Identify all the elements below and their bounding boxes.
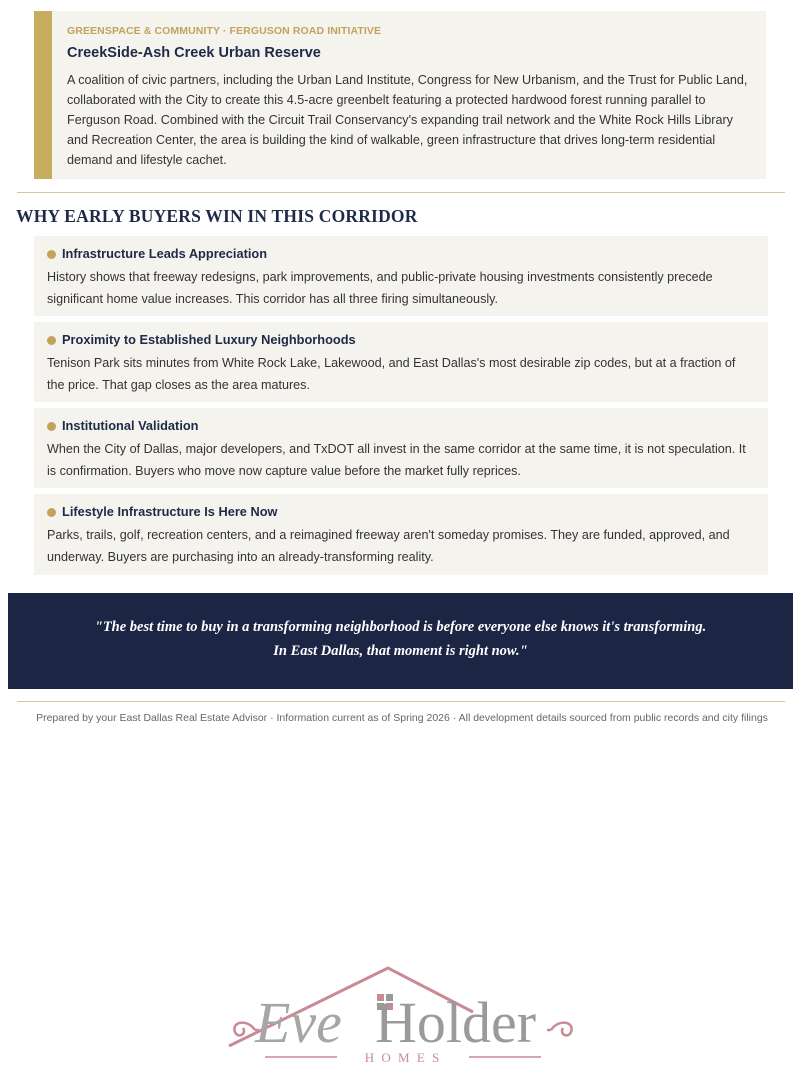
feature-card — [34, 11, 766, 179]
reason-title-row — [47, 504, 754, 520]
feature-kicker: GREENSPACE & COMMUNITY · FERGUSON ROAD INITIATIVE — [67, 25, 382, 37]
section-heading: WHY EARLY BUYERS WIN IN THIS CORRIDOR — [16, 206, 418, 226]
reason-title: Infrastructure Leads Appreciation — [62, 246, 268, 261]
reason-title: Institutional Validation — [62, 418, 199, 433]
reason-body: History shows that freeway redesigns, park improvements, and public-private housing investments consistently precede significant home value increases. This corridor has all three firing simultaneously. — [47, 270, 713, 306]
reason-body: Tenison Park sits minutes from White Rock Lake, Lakewood, and East Dallas's most desirable zip codes, but at a fraction of the price. That gap closes as the area matures. — [47, 356, 736, 392]
divider — [17, 701, 785, 702]
reason-card — [34, 494, 768, 575]
eveholder-homes-logo — [225, 962, 580, 1068]
divider — [17, 192, 785, 193]
right-swirl-icon — [547, 1023, 572, 1036]
reason-body: Parks, trails, golf, recreation centers, and a reimagined freeway aren't someday promises. They are funded, approved, and underway. Buyers are purchasing into an already-transforming reality. — [47, 528, 730, 564]
reason-title-row — [47, 418, 754, 434]
pull-quote — [8, 593, 793, 689]
reason-title-row — [47, 332, 754, 348]
reason-body: When the City of Dallas, major developers, and TxDOT all invest in the same corridor at the same time, it is not speculation. It is confirmation. Buyers who move now capture value before the market fully reprices. — [47, 442, 746, 478]
logo-word-1: Eve — [255, 990, 342, 1055]
reason-card — [34, 408, 768, 488]
bullet-dot-icon — [47, 250, 56, 259]
reason-card — [34, 236, 768, 316]
logo-sub: H O M E S — [364, 1050, 442, 1065]
footer-note: Prepared by your East Dallas Real Estate Advisor · Information current as of Spring 2026 · All development details sourced from public records and city filings — [36, 712, 768, 724]
reason-title: Lifestyle Infrastructure Is Here Now — [62, 504, 278, 519]
reason-title-row — [47, 246, 754, 262]
feature-title: CreekSide-Ash Creek Urban Reserve — [67, 45, 321, 61]
bullet-dot-icon — [47, 508, 56, 517]
logo-word-2: Holder — [375, 990, 537, 1055]
bullet-dot-icon — [47, 422, 56, 431]
quote-line-2: In East Dallas, that moment is right now." — [273, 643, 528, 659]
bullet-dot-icon — [47, 336, 56, 345]
feature-body: A coalition of civic partners, including the Urban Land Institute, Congress for New Urbanism, and the Trust for Public Land, collaborated with the City to create this 4.5-acre greenbelt featuring a protected hardwood forest running parallel to Ferguson Road. Combined with the Circuit Trail Conservancy's expanding trail network and the White Rock Hills Library and Recreation Center, the area is building the kind of walkable, green infrastructure that drives long-term residential demand and lifestyle cachet. — [67, 73, 748, 167]
reason-card — [34, 322, 768, 402]
reason-title: Proximity to Established Luxury Neighborhoods — [62, 332, 356, 347]
quote-line-1: "The best time to buy in a transforming neighborhood is before everyone else knows it's transforming. — [94, 619, 707, 635]
